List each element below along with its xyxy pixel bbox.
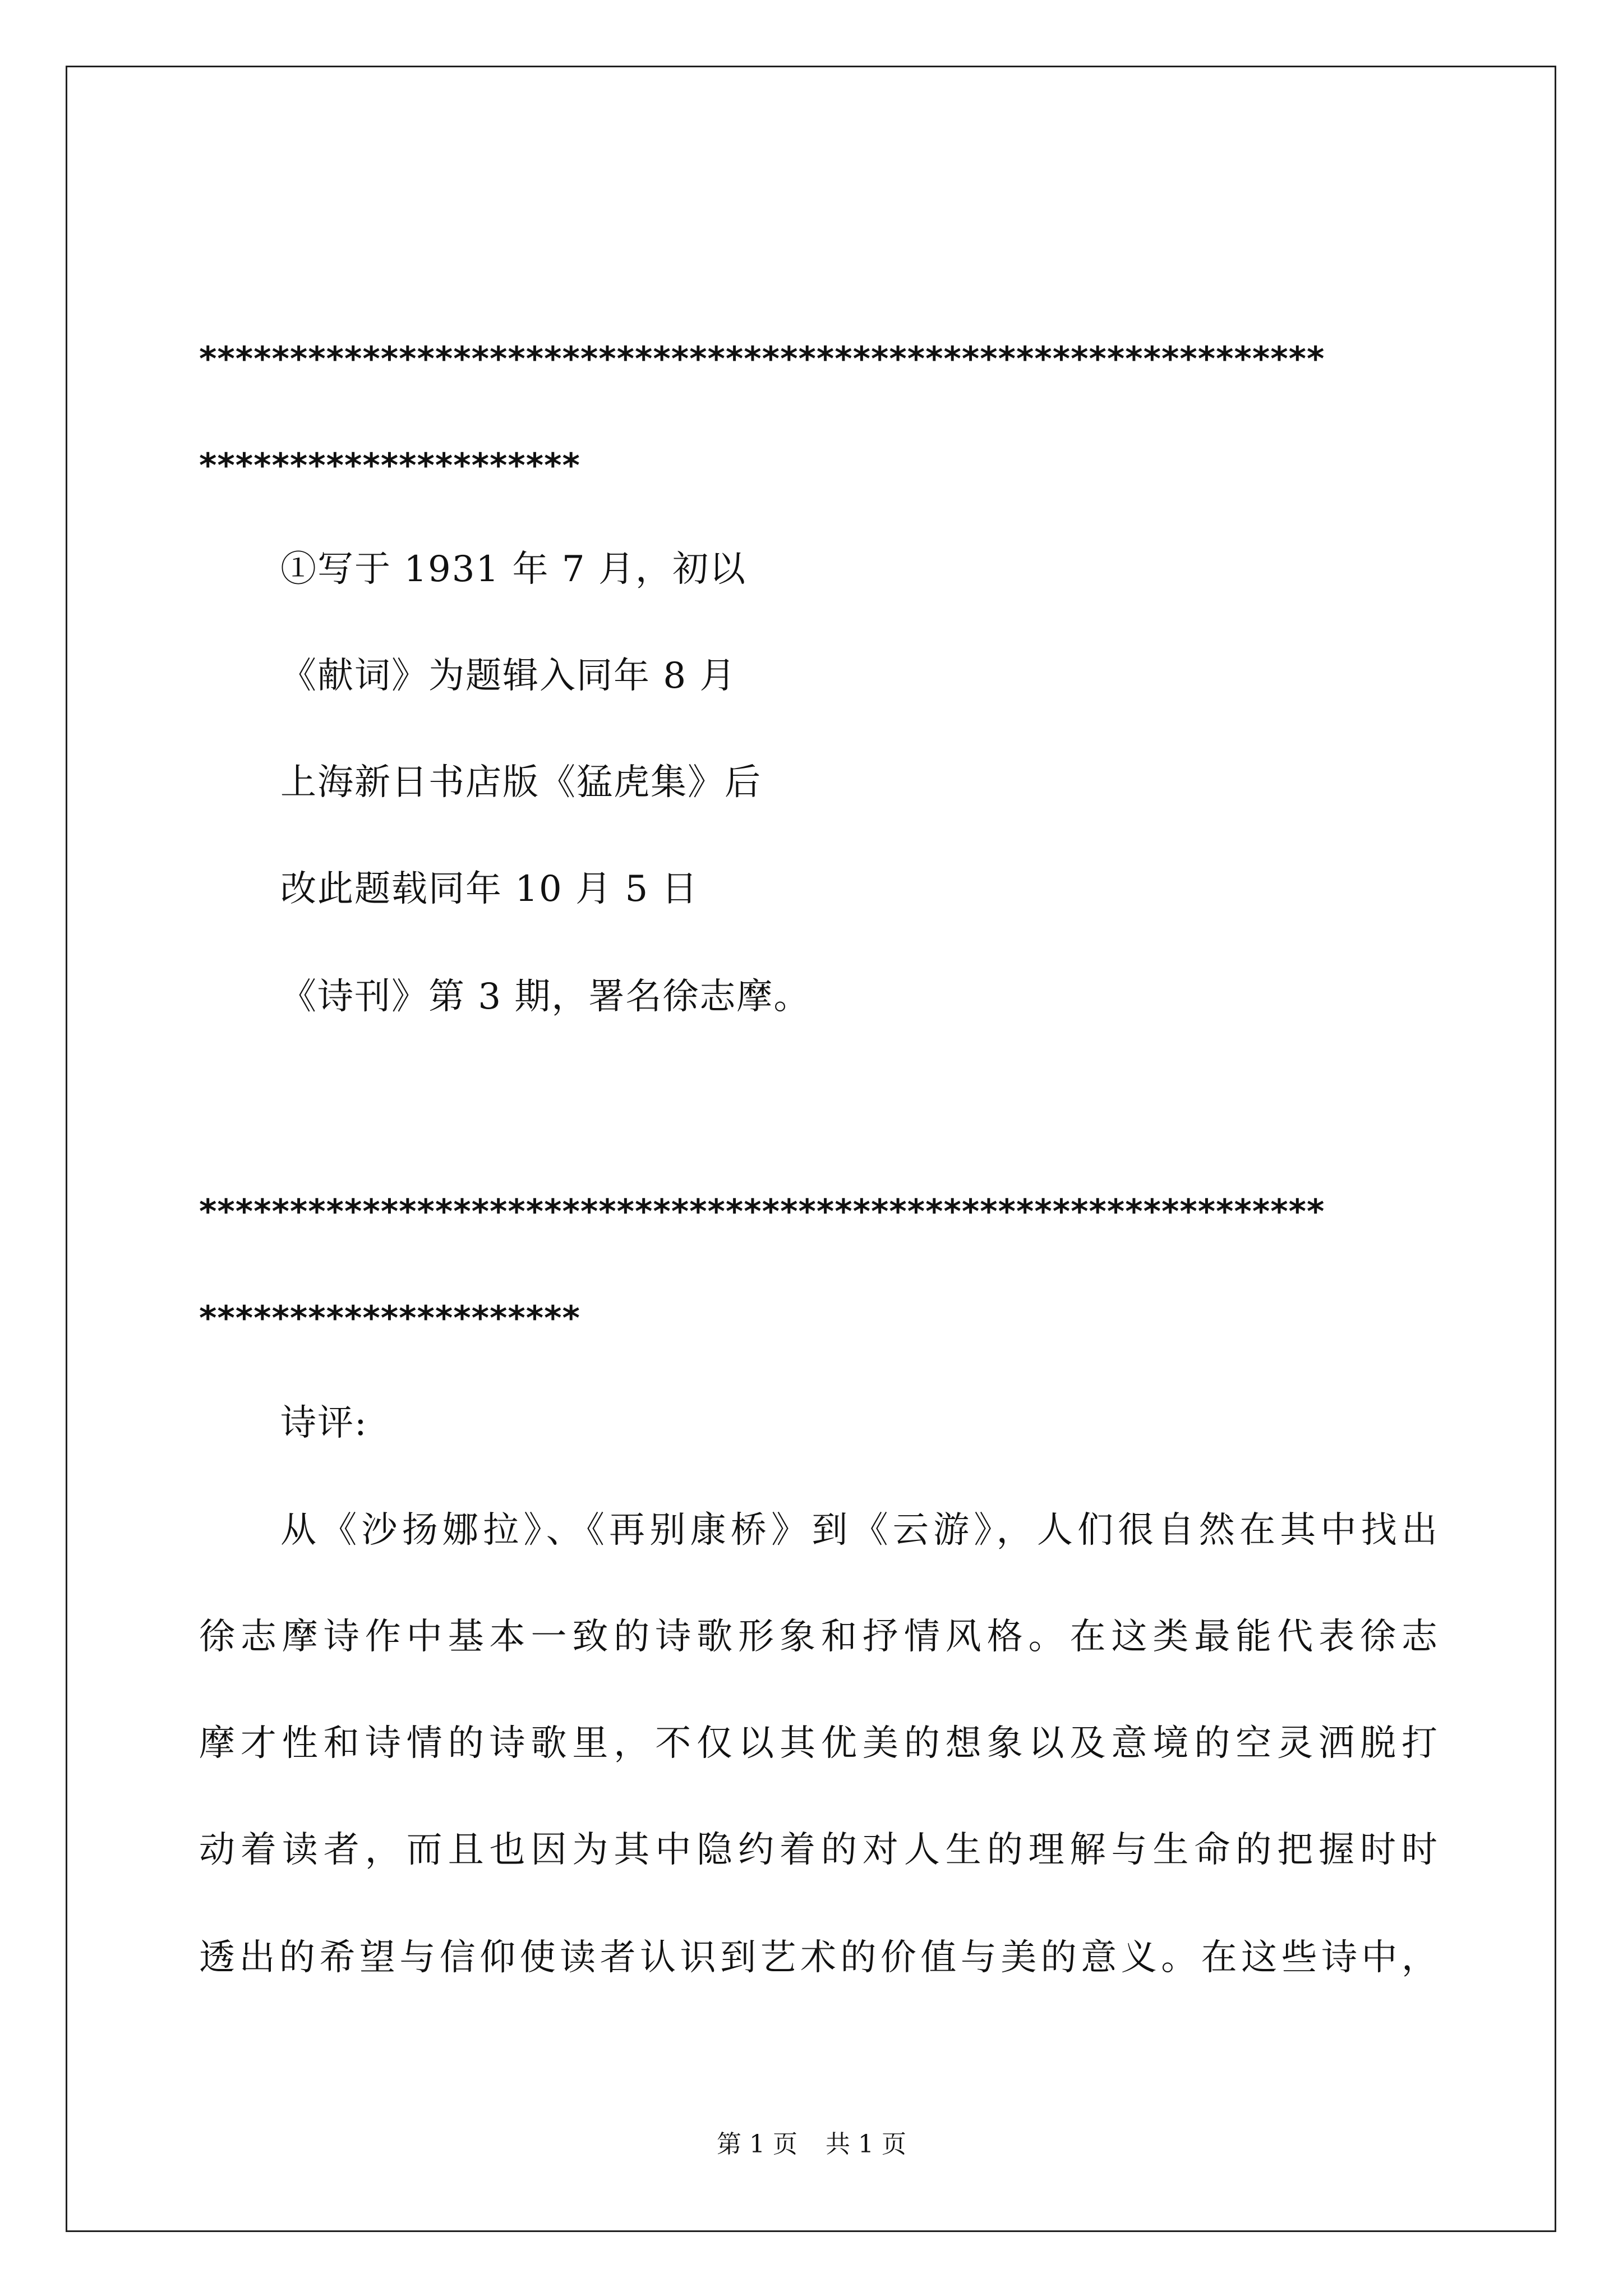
review-line-4: 动着读者，而且也因为其中隐约着的对人生的理解与生命的把握时时 bbox=[199, 1829, 1438, 1871]
review-line-3: 摩才性和诗情的诗歌里，不仅以其优美的想象以及意境的空灵洒脱打 bbox=[199, 1723, 1438, 1764]
review-line-2: 徐志摩诗作中基本一致的诗歌形象和抒情风格。在这类最能代表徐志 bbox=[199, 1616, 1438, 1658]
note-line-2: 《献词》为题辑入同年 8 月 bbox=[280, 655, 737, 697]
review-line-5: 透出的希望与信仰使读者认识到艺术的价值与美的意义。在这些诗中， bbox=[199, 1937, 1438, 1978]
page-total: 共 1 页 bbox=[826, 2130, 906, 2159]
separator-top-line-2: ********************* bbox=[199, 446, 580, 485]
separator-mid-line-2: ********************* bbox=[199, 1299, 580, 1338]
page-footer bbox=[0, 2129, 1623, 2160]
note-line-5: 《诗刊》第 3 期，署名徐志摩。 bbox=[280, 976, 811, 1018]
page-number: 第 1 页 bbox=[717, 2130, 797, 2159]
page-border bbox=[66, 66, 1556, 2232]
review-line-1: 从《沙扬娜拉》、《再别康桥》到《云游》，人们很自然在其中找出 bbox=[280, 1510, 1438, 1551]
review-heading: 诗评: bbox=[280, 1402, 368, 1444]
separator-top-line-1: ************************************************************** bbox=[199, 339, 1325, 379]
note-line-3: 上海新日书店版《猛虎集》后 bbox=[280, 762, 762, 803]
note-line-4: 改此题载同年 10 月 5 日 bbox=[280, 868, 699, 910]
separator-mid-line-1: ************************************************************** bbox=[199, 1192, 1325, 1231]
note-line-1: ①写于 1931 年 7 月，初以 bbox=[280, 549, 746, 590]
